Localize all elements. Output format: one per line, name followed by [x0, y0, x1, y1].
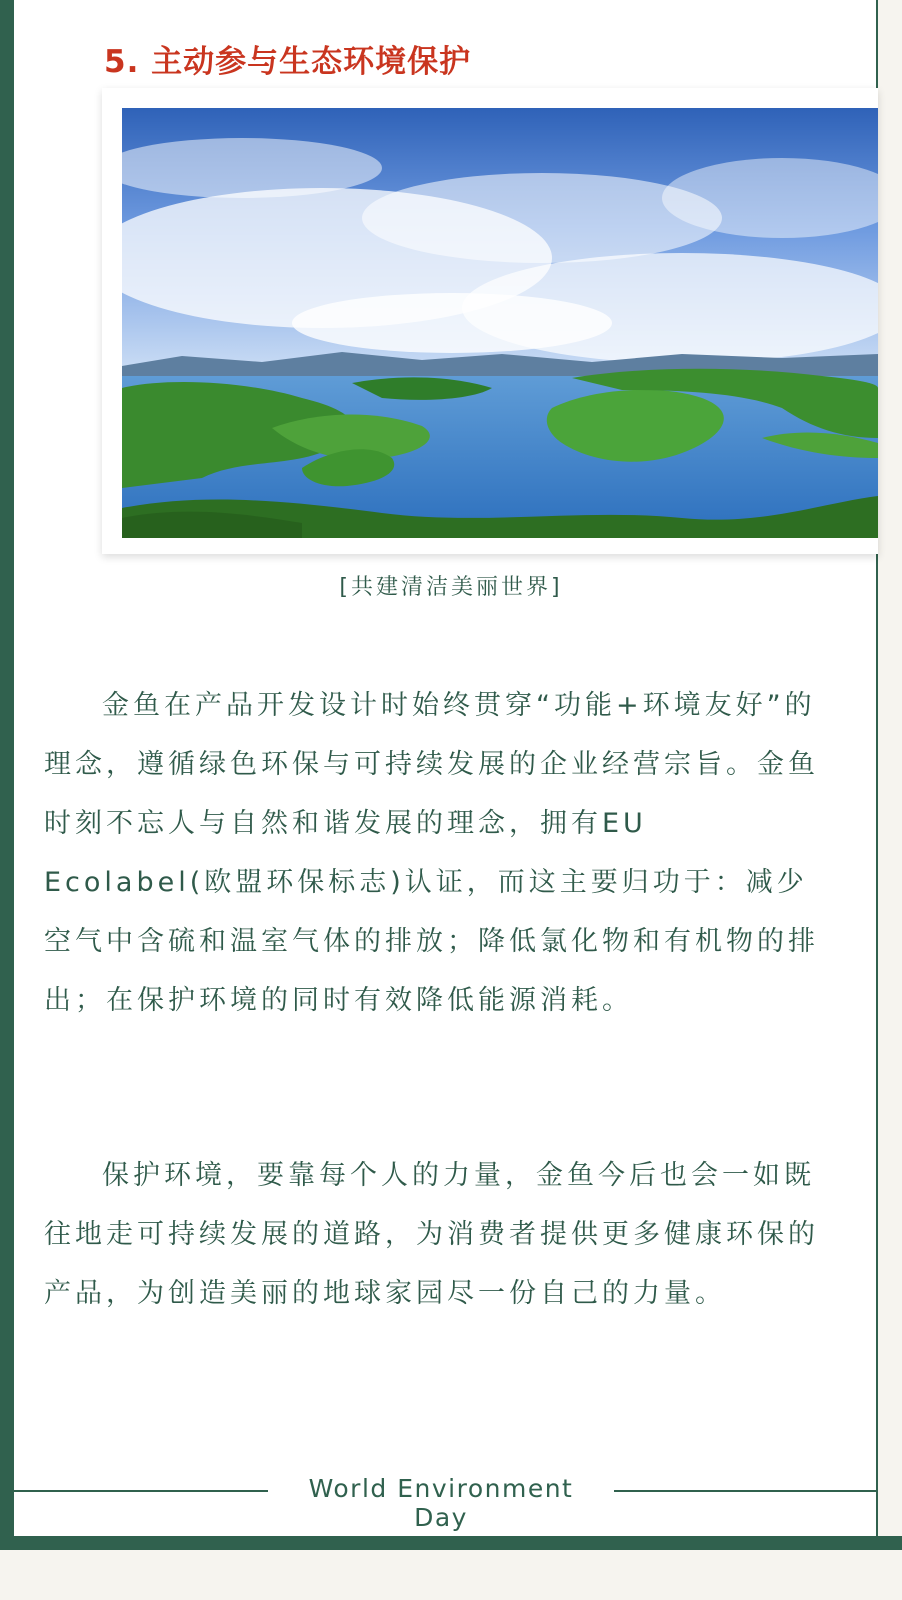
body-paragraph-1: 金鱼在产品开发设计时始终贯穿“功能+环境友好”的理念，遵循绿色环保与可持续发展的企业经营宗旨。金鱼时刻不忘人与自然和谐发展的理念，拥有EU Ecolabel(欧盟环保标志)认证，而这主要归功于：减少空气中含硫和温室气体的排放；降低氯化物和有机物的排出；在保护环境的同时有效降低能源消耗。 [44, 690, 819, 1016]
footer-divider-left [14, 1490, 268, 1492]
body-paragraph-2: 保护环境，要靠每个人的力量，金鱼今后也会一如既往地走可持续发展的道路，为消费者提供更多健康环保的产品，为创造美丽的地球家园尽一份自己的力量。 [44, 1160, 819, 1309]
frame-left-border [0, 0, 14, 1550]
frame-bottom-border [0, 1536, 902, 1550]
footer-divider-right [614, 1490, 876, 1492]
footer-label: World Environment Day [308, 1474, 574, 1532]
photo-frame [102, 88, 878, 554]
lake-landscape-image [122, 108, 878, 538]
image-caption: [共建清洁美丽世界] [339, 575, 563, 600]
section-heading: 5. 主动参与生态环境保护 [104, 44, 472, 80]
